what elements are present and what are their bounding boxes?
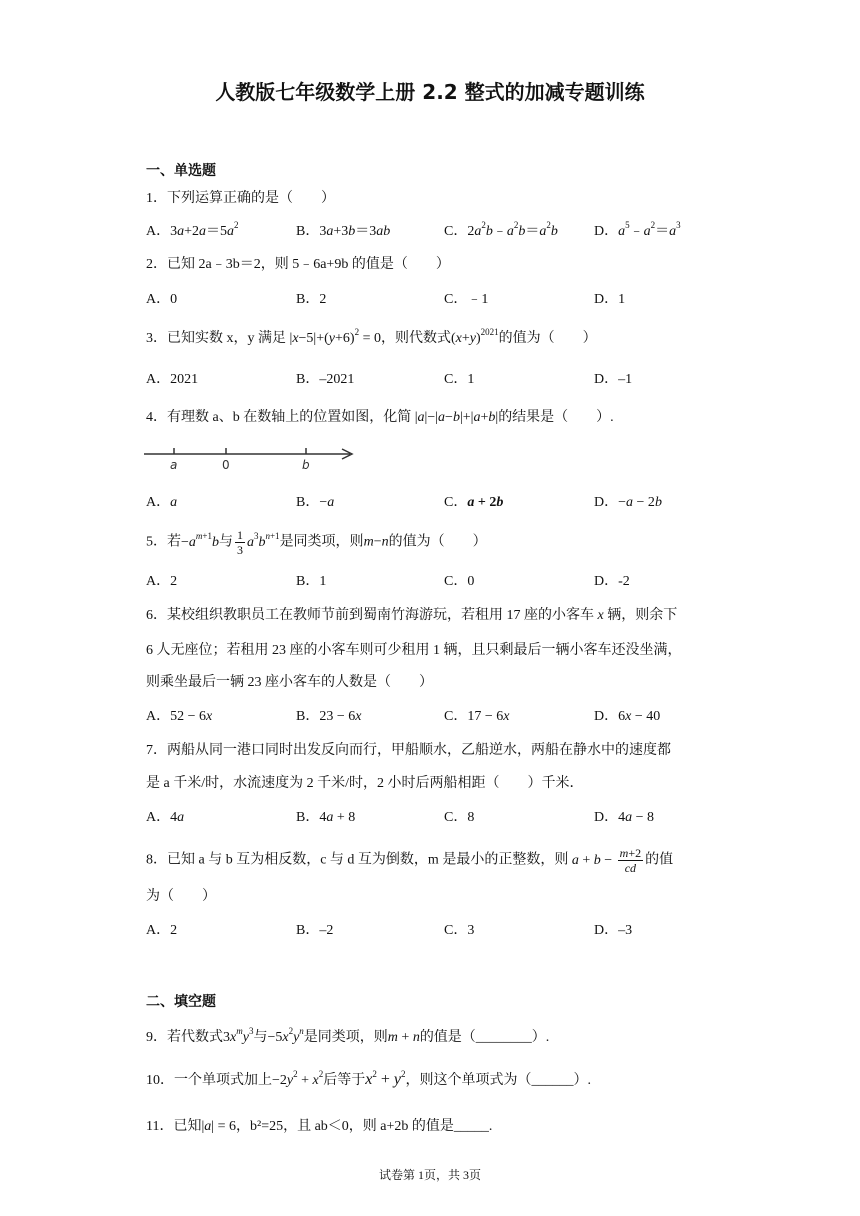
q8-option-c: C．3: [444, 923, 475, 938]
fraction-m-plus-2-over-cd: $\frac{m+2}{cd}$: [619, 846, 642, 875]
q5-term-1: $-a^{m+1}b$: [181, 530, 219, 550]
q4-expression: |a|−|a−b|+|a+b|: [414, 410, 499, 425]
q10-term: $-2y^2 + x^2$: [272, 1069, 324, 1088]
question-10-stem: 10．一个单项式加上$-2y^2 + x^2$后等于$x^2 + y^2$，则这个单项式为（______）.: [146, 1069, 591, 1088]
fraction-one-third: $\frac{1}{3}$: [236, 528, 243, 557]
question-11-stem: 11．已知|a| = 6，b²=25，且 ab＜0，则 a+2b 的值是_____.: [146, 1119, 493, 1134]
q6-option-b: B．23 − 6x: [296, 709, 362, 724]
q7-option-d: D．4a − 8: [594, 810, 655, 825]
page-footer: 试卷第 1页，共 3页: [378, 1168, 481, 1182]
q7-option-b: B．4a + 8: [296, 810, 356, 825]
question-6-line-1: 6．某校组织教职员工在教师节前到蜀南竹海游玩，若租用 17 座的小客车 x 辆，则余下: [146, 608, 678, 623]
question-7-line-1: 7．两船从同一港口同时出发反向而行，甲船顺水，乙船逆水，两船在静水中的速度都: [146, 743, 671, 758]
q1-option-a: A．$3a+2a=5a^2$: [146, 220, 239, 239]
q8-option-d: D．–3: [594, 923, 633, 938]
q2-option-b: B．2: [296, 292, 327, 307]
page-title: 人教版七年级数学上册 2.2 整式的加减专题训练: [215, 80, 645, 104]
q5-expression: m−n: [363, 534, 389, 550]
q3-option-c: C．1: [444, 372, 475, 387]
question-3-stem: 3．已知实数 x，y 满足 $|x-5|+(y+6)^2 = 0$，则代数式$(x+y)^{2021}$的值为（ ）: [146, 327, 597, 346]
question-6-line-3: 则乘坐最后一辆 23 座小客车的人数是（ ）: [146, 675, 433, 690]
q5-option-d: D．-2: [594, 574, 630, 589]
axis-label-a: a: [170, 458, 178, 472]
q4-option-b: B．−a: [296, 495, 335, 510]
q3-condition-formula: $|x-5|+(y+6)^2 = 0$: [289, 327, 381, 346]
q5-option-a: A．2: [146, 574, 178, 589]
q5-term-2: $a^3b^{n+1}$: [246, 530, 280, 550]
q3-option-a: A．2021: [146, 372, 199, 387]
q3-option-b: B．–2021: [296, 372, 355, 387]
question-1-stem: 1．下列运算正确的是（ ）: [146, 191, 335, 206]
question-8-line-2: 为（ ）: [146, 889, 216, 904]
q11-abs-a: |a| = 6: [201, 1119, 236, 1134]
q7-option-c: C．8: [444, 810, 475, 825]
question-4-stem: 4．有理数 a、b 在数轴上的位置如图，化简 |a|−|a−b|+|a+b|的结果是（ ）.: [146, 410, 614, 425]
section-heading-fill-blank: 二、填空题: [146, 994, 216, 1010]
q5-option-b: B．1: [296, 574, 327, 589]
q5-option-c: C．0: [444, 574, 475, 589]
q6-option-c: C．17 − 6x: [444, 709, 510, 724]
question-8-line-1: 8．已知 a 与 b 互为相反数，c 与 d 互为倒数，m 是最小的正整数，则 a + b − $\frac{m+2}{cd}$ 的值: [146, 846, 674, 875]
q1-option-d: D．$a^5﹣a^2=a^3$: [594, 220, 681, 239]
q6-option-d: D．6x − 40: [594, 709, 661, 724]
question-7-line-2: 是 a 千米/时，水流速度为 2 千米/时，2 小时后两船相距（ ）千米．: [146, 776, 584, 791]
q1-option-b: B．3a+3b＝3ab: [296, 224, 391, 239]
question-9-stem: 9．若代数式$3x^my^3$与$-5x^2y^n$是同类项，则m + n的值是（________）.: [146, 1026, 550, 1045]
axis-label-b: b: [302, 458, 310, 472]
axis-label-zero: 0: [222, 458, 230, 472]
question-5-stem: 5．若$-a^{m+1}b$与 $\frac{1}{3}$ $a^3b^{n+1}$是同类项，则m−n的值为（ ）: [146, 528, 487, 557]
q2-option-d: D．1: [594, 292, 626, 307]
q7-option-a: A．4a: [146, 810, 185, 825]
q2-option-a: A．0: [146, 292, 178, 307]
q10-sum: $x^2 + y^2$: [365, 1069, 406, 1088]
q1-option-c: C．$2a^2b﹣a^2b=a^2b$: [444, 220, 558, 239]
number-line-figure: [142, 442, 362, 476]
q8-option-a: A．2: [146, 923, 178, 938]
q8-expression: a + b − $\frac{m+2}{cd}$: [571, 846, 642, 875]
q6-option-a: A．52 − 6x: [146, 709, 213, 724]
section-heading-single-choice: 一、单选题: [146, 163, 216, 179]
question-6-line-2: 6 人无座位；若租用 23 座的小客车则可少租用 1 辆，且只剩最后一辆小客车还没坐满，: [146, 643, 682, 658]
q4-option-d: D．−a − 2b: [594, 495, 662, 510]
q4-option-a: A．a: [146, 495, 178, 510]
question-2-stem: 2．已知 2a﹣3b＝2，则 5﹣6a+9b 的值是（ ）: [146, 257, 450, 272]
q3-expression: $(x+y)^{2021}$: [450, 327, 499, 346]
q9-term-1: $3x^my^3$: [223, 1026, 254, 1045]
q8-option-b: B．–2: [296, 923, 334, 938]
q9-expression: m + n: [387, 1030, 420, 1045]
q4-option-c: C．a + 2b: [444, 495, 504, 510]
q9-term-2: $-5x^2y^n$: [267, 1026, 304, 1045]
q2-option-c: C．﹣1: [444, 292, 489, 307]
q3-option-d: D．–1: [594, 372, 633, 387]
